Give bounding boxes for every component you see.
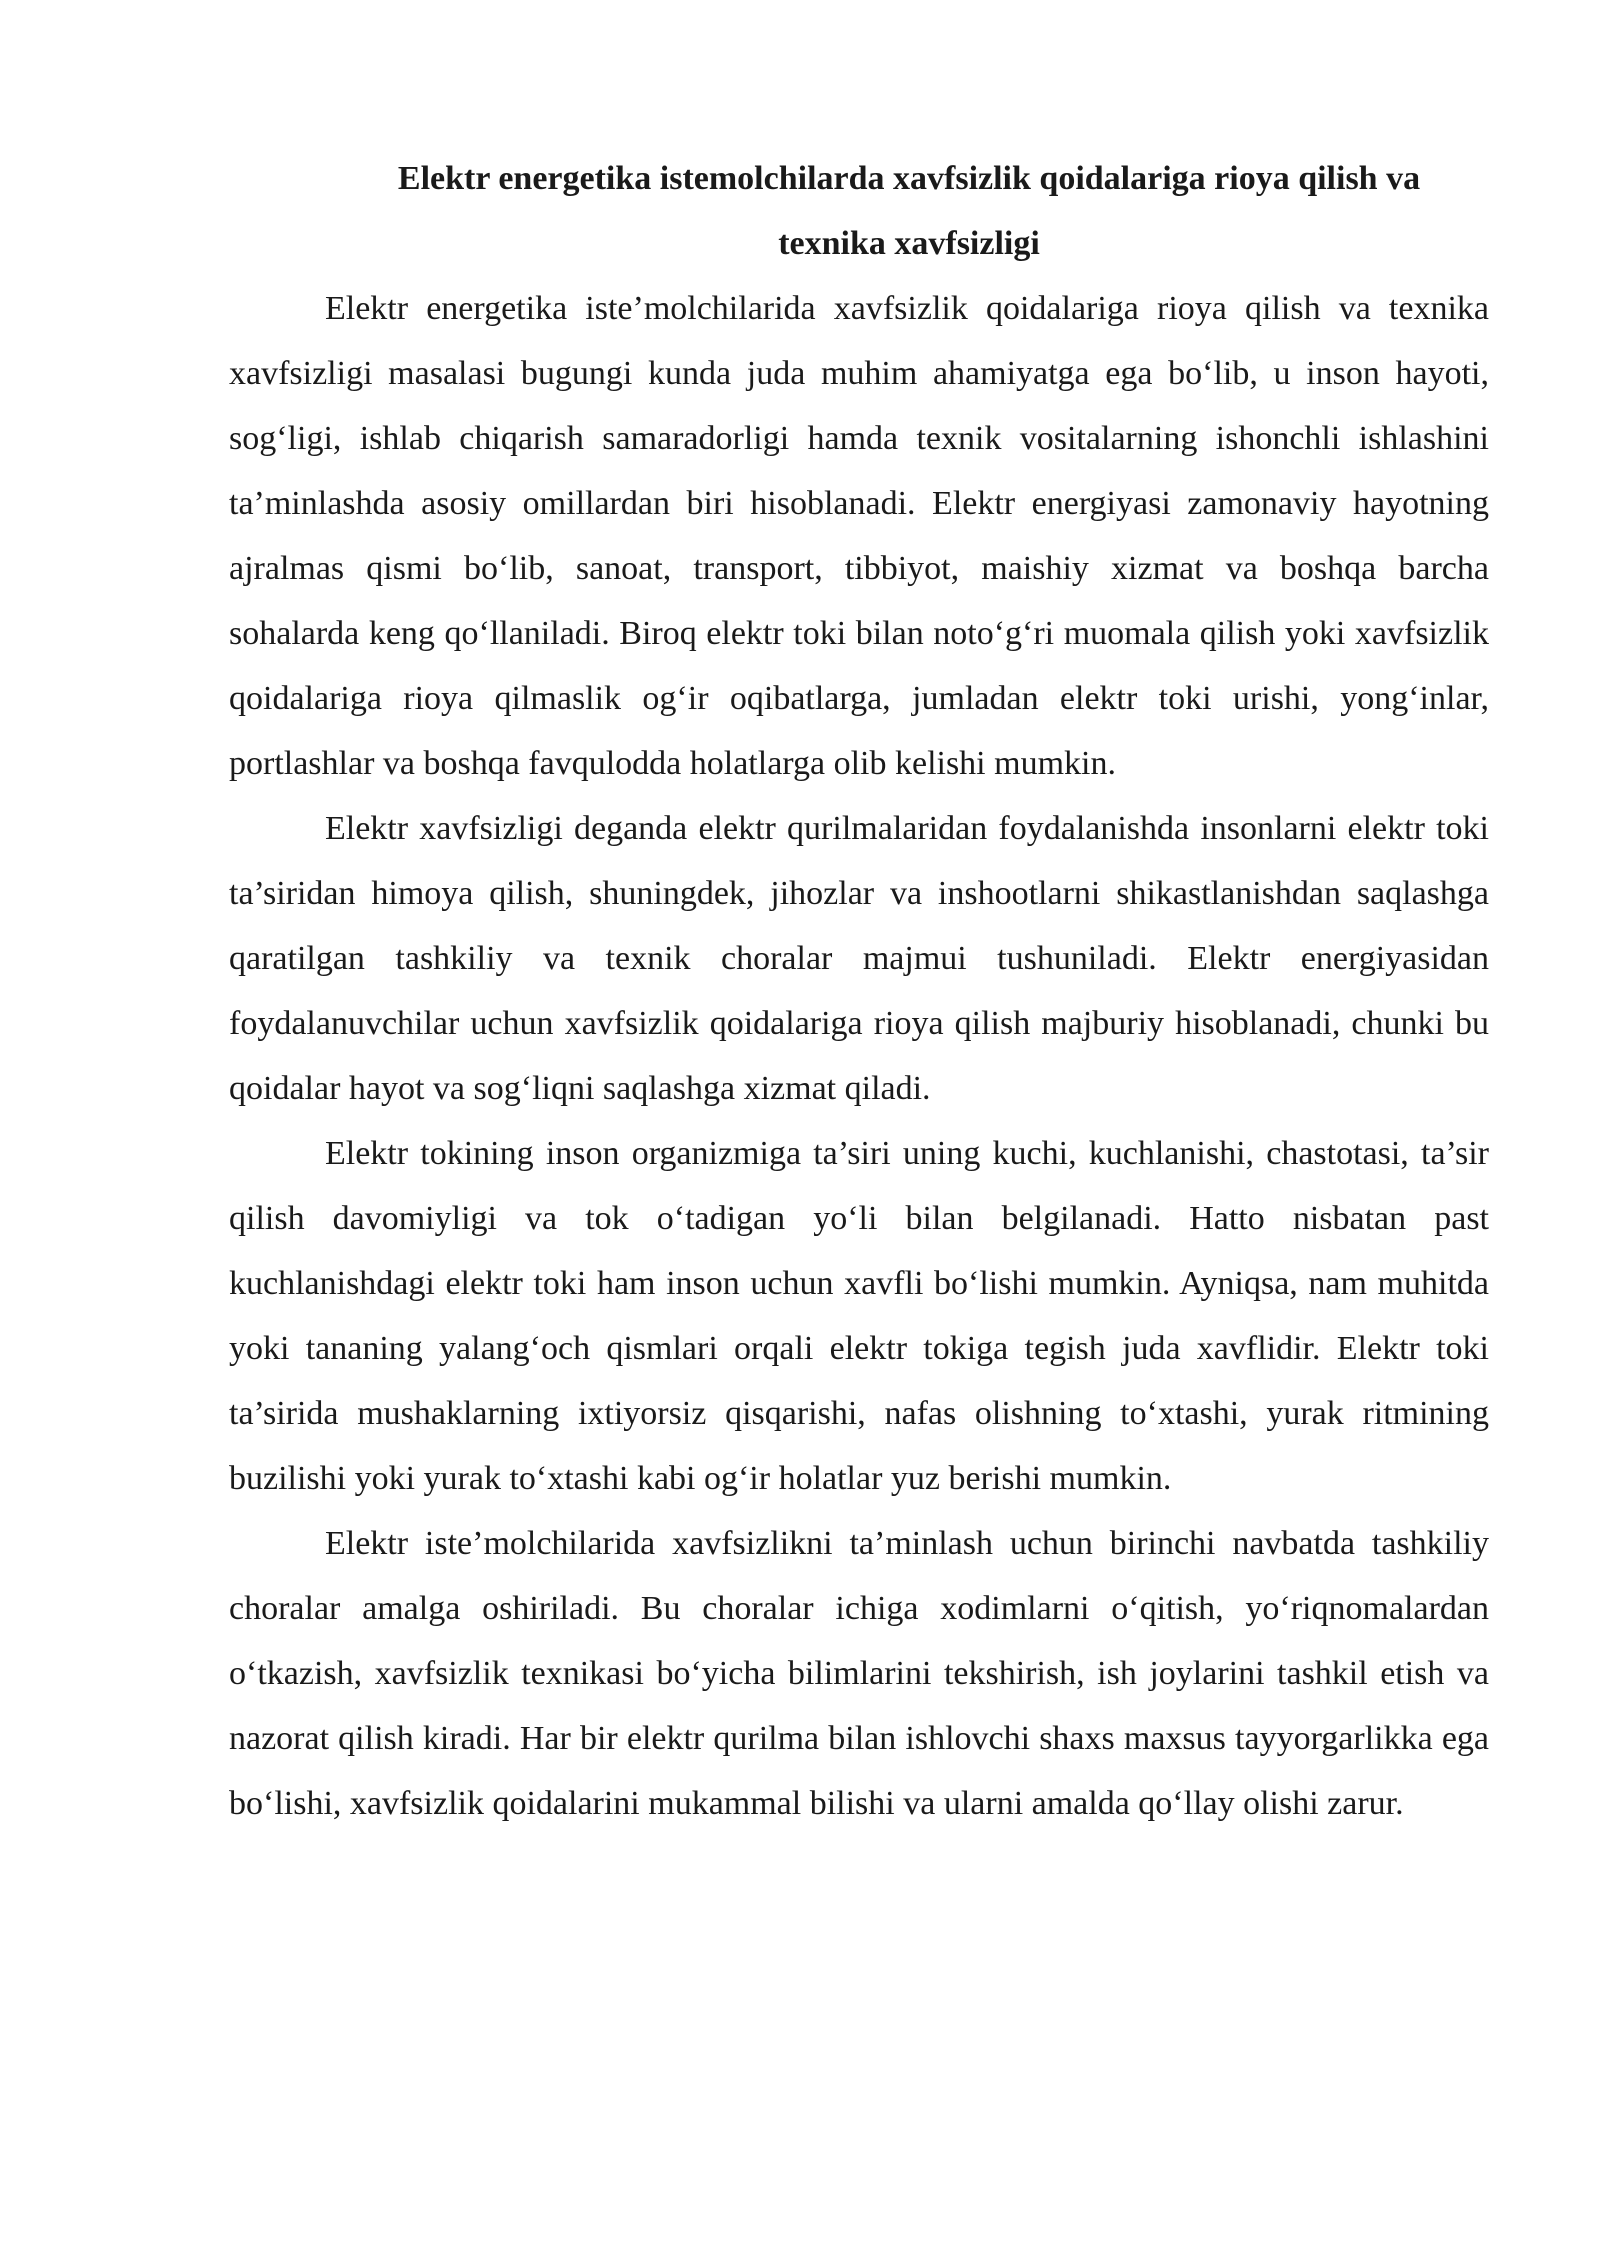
paragraph-1: Elektr energetika iste’molchilarida xavfsizlik qoidalariga rioya qilish va texnika xavfsizligi masalasi bugungi kunda juda muhim ahamiyatga ega bo‘lib, u inson hayoti, sog‘ligi, ishlab chiqarish samaradorligi hamda texnik vositalarning ishonchli ishlashini ta’minlashda asosiy omillardan biri hisoblanadi. Elektr energiyasi zamonaviy hayotning ajralmas qismi bo‘lib, sanoat, transport, tibbiyot, maishiy xizmat va boshqa barcha sohalarda keng qo‘llaniladi. Biroq elektr toki bilan noto‘g‘ri muomala qilish yoki xavfsizlik qoidalariga rioya qilmaslik og‘ir oqibatlarga, jumladan elektr toki urishi, yong‘inlar, portlashlar va boshqa favqulodda holatlarga olib kelishi mumkin. xyxy=(229,290,1489,782)
paragraph-3: Elektr tokining inson organizmiga ta’siri uning kuchi, kuchlanishi, chastotasi, ta’sir qilish davomiyligi va tok o‘tadigan yo‘li bilan belgilanadi. Hatto nisbatan past kuchlanishdagi elektr toki ham inson uchun xavfli bo‘lishi mumkin. Ayniqsa, nam muhitda yoki tananing yalang‘och qismlari orqali elektr tokiga tegish juda xavflidir. Elektr toki ta’sirida mushaklarning ixtiyorsiz qisqarishi, nafas olishning to‘xtashi, yurak ritmining buzilishi yoki yurak to‘xtashi kabi og‘ir holatlar yuz berishi mumkin. xyxy=(229,1135,1489,1497)
title-line-2: texnika xavfsizligi xyxy=(778,225,1040,262)
document-page xyxy=(229,146,1489,1836)
paragraph-4: Elektr iste’molchilarida xavfsizlikni ta’minlash uchun birinchi navbatda tashkiliy choralar amalga oshiriladi. Bu choralar ichiga xodimlarni o‘qitish, yo‘riqnomalardan o‘tkazish, xavfsizlik texnikasi bo‘yicha bilimlarini tekshirish, ish joylarini tashkil etish va nazorat qilish kiradi. Har bir elektr qurilma bilan ishlovchi shaxs maxsus tayyorgarlikka ega bo‘lishi, xavfsizlik qoidalarini mukammal bilishi va ularni amalda qo‘llay olishi zarur. xyxy=(229,1525,1489,1822)
title-line-1: Elektr energetika istemolchilarda xavfsizlik qoidalariga rioya qilish va xyxy=(397,160,1421,197)
document-title xyxy=(229,146,1489,276)
paragraph-2: Elektr xavfsizligi deganda elektr qurilmalaridan foydalanishda insonlarni elektr toki ta’siridan himoya qilish, shuningdek, jihozlar va inshootlarni shikastlanishdan saqlashga qaratilgan tashkiliy va texnik choralar majmui tushuniladi. Elektr energiyasidan foydalanuvchilar uchun xavfsizlik qoidalariga rioya qilish majburiy hisoblanadi, chunki bu qoidalar hayot va sog‘liqni saqlashga xizmat qiladi. xyxy=(229,810,1489,1107)
